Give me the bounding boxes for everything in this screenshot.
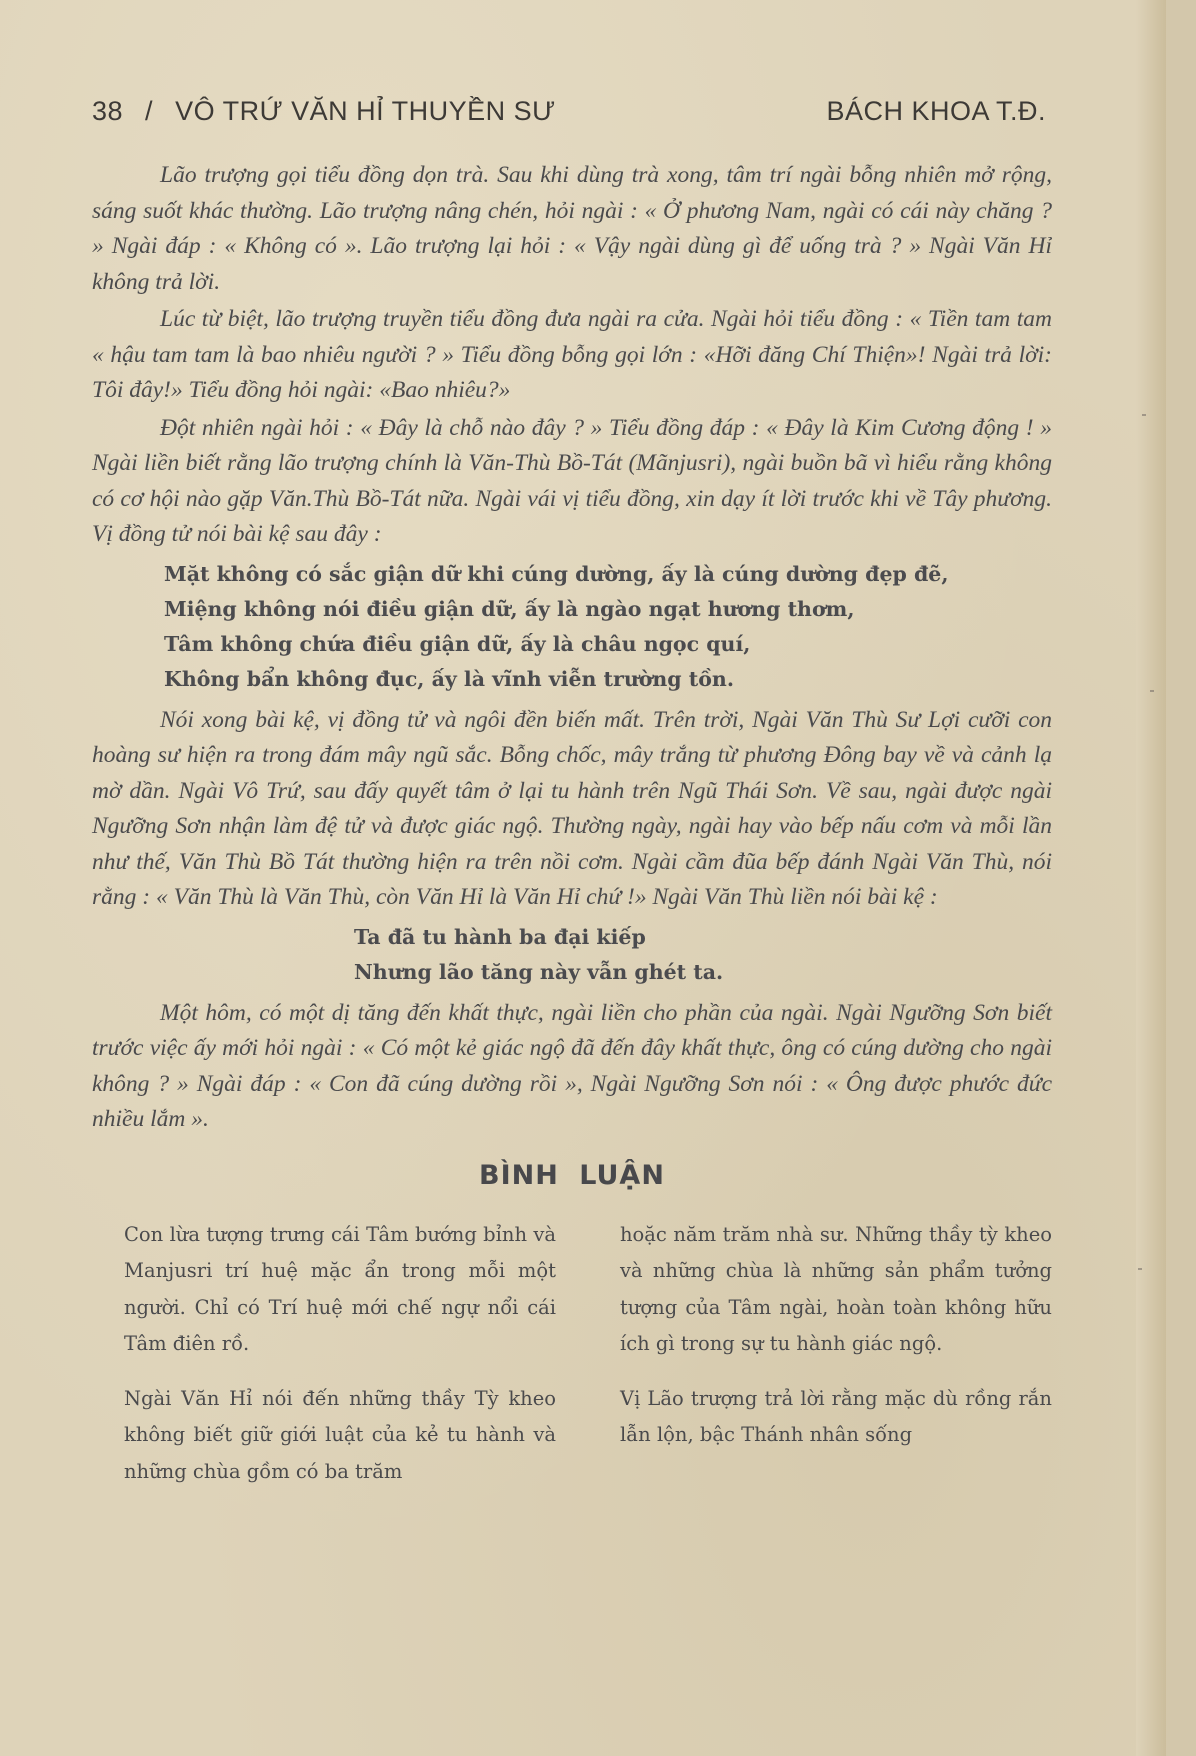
verse-line: Ta đã tu hành ba đại kiếp [354,924,646,949]
paragraph-kim-cuong: Đột nhiên ngài hỏi : « Đây là chỗ nào đây ? » Tiểu đồng đáp : « Đây là Kim Cương động ! » Ngài liền biết rằng lão trượng chính là Văn-Thù Bồ-Tát (Mãnjusri), ngài buồn bã vì hiểu rằng không có cơ hội nào gặp Văn.Thù Bồ-Tát nữa. Ngài vái vị tiểu đồng, xin dạy ít lời trước khi về Tây phương. Vị đồng tử nói bài kệ sau đây : [92,414,1052,547]
header-left [92,96,556,127]
paragraph-farewell: Lúc từ biệt, lão trượng truyền tiểu đồng đưa ngài ra cửa. Ngài hỏi tiểu đồng : « Tiền tam tam « hậu tam tam là bao nhiêu người ? » Tiểu đồng bỗng gọi lớn : «Hỡi đăng Chí Thiện»! Ngài trả lời: Tôi đây!» Tiểu đồng hỏi ngài: «Bao nhiêu?» [92,306,1052,403]
verse-anger [164,557,1052,697]
paragraph-vision: Nói xong bài kệ, vị đồng tử và ngôi đền biến mất. Trên trời, Ngài Văn Thù Sư Lợi cưỡi con hoàng sư hiện ra trong đám mây ngũ sắc. Bỗng chốc, mây trắng từ phương Đông bay về và cảnh lạ mờ dần. Ngài Vô Trứ, sau đấy quyết tâm ở lại tu hành trên Ngũ Thái Sơn. Về sau, ngài được ngài Ngưỡng Sơn nhận làm đệ tử và được giác ngộ. Thường ngày, ngài hay vào bếp nấu cơm và mỗi lần như thế, Văn Thù Bồ Tát thường hiện ra trên nồi cơm. Ngài cầm đũa bếp đánh Ngài Văn Thù, nói rằng : « Văn Thù là Văn Thù, còn Văn Hỉ là Văn Hỉ chứ !» Ngài Văn Thù liền nói bài kệ : [92,706,1052,910]
commentary-paragraph: Con lừa tượng trưng cái Tâm bướng bỉnh và Manjusri trí huệ mặc ẩn trong mỗi một người. Chỉ có Trí huệ mới chế ngự nổi cái Tâm điên rồ. [124,1222,556,1355]
article-title: VÔ TRỨ VĂN HỈ THUYỀN SƯ [175,96,556,126]
verse-line: Miệng không nói điều giận dữ, ấy là ngào ngạt hương thơm, [164,596,855,621]
commentary-right-column [620,1217,1052,1509]
paragraph-strange-monk: Một hôm, có một dị tăng đến khất thực, ngài liền cho phần của ngài. Ngài Ngưỡng Sơn biết trước việc ấy mới hỏi ngài : « Có một kẻ giác ngộ đã đến đây khất thực, ông có cúng dường cho ngài không ? » Ngài đáp : « Con đã cúng dường rồi », Ngài Ngưỡng Sơn nói : « Ông được phước đức nhiều lắm ». [92,999,1052,1132]
verse-line: Nhưng lão tăng này vẫn ghét ta. [354,959,724,984]
ink-speck [1142,414,1146,416]
publication-name: BÁCH KHOA T.Đ. [826,96,1046,126]
paragraph-tea: Lão trượng gọi tiểu đồng dọn trà. Sau khi dùng trà xong, tâm trí ngài bỗng nhiên mở rộng, sáng suốt khác thường. Lão trượng nâng chén, hỏi ngài : « Ở phương Nam, ngài có cái này chăng ? » Ngài đáp : « Không có ». Lão trượng lại hỏi : « Vậy ngài dùng gì để uống trà ? » Ngài Văn Hỉ không trả lời. [92,162,1052,295]
commentary-left-column [124,1217,556,1509]
commentary-paragraph: hoặc năm trăm nhà sư. Những thầy tỳ kheo và những chùa là những sản phẩm tưởng tượng của Tâm ngài, hoàn toàn không hữu ích gì trong sự tu hành giác ngộ. [620,1222,1052,1355]
verse-line: Mặt không có sắc giận dữ khi cúng dường, ấy là cúng dường đẹp đẽ, [164,561,949,586]
page-edge-shadow [1136,0,1166,1756]
verse-line: Không bẩn không đục, ấy là vĩnh viễn trường tồn. [164,666,734,691]
commentary-paragraph: Vị Lão trượng trả lời rằng mặc dù rồng rắn lẫn lộn, bậc Thánh nhân sống [620,1386,1052,1446]
page-number: 38 [92,96,124,126]
verse-line: Tâm không chứa điều giận dữ, ấy là châu ngọc quí, [164,631,751,656]
commentary-paragraph: Ngài Văn Hỉ nói đến những thầy Tỳ kheo không biết giữ giới luật của kẻ tu hành và những chùa gồm có ba trăm [124,1386,556,1483]
header-separator: / [145,96,154,126]
commentary-heading: BÌNH LUẬN [479,1159,665,1191]
ink-speck [1138,1268,1142,1270]
running-header [92,96,1046,136]
main-text [92,158,1052,1508]
verse-manjusri [354,920,1052,990]
commentary-columns [92,1217,1052,1509]
ink-speck [1150,690,1154,692]
